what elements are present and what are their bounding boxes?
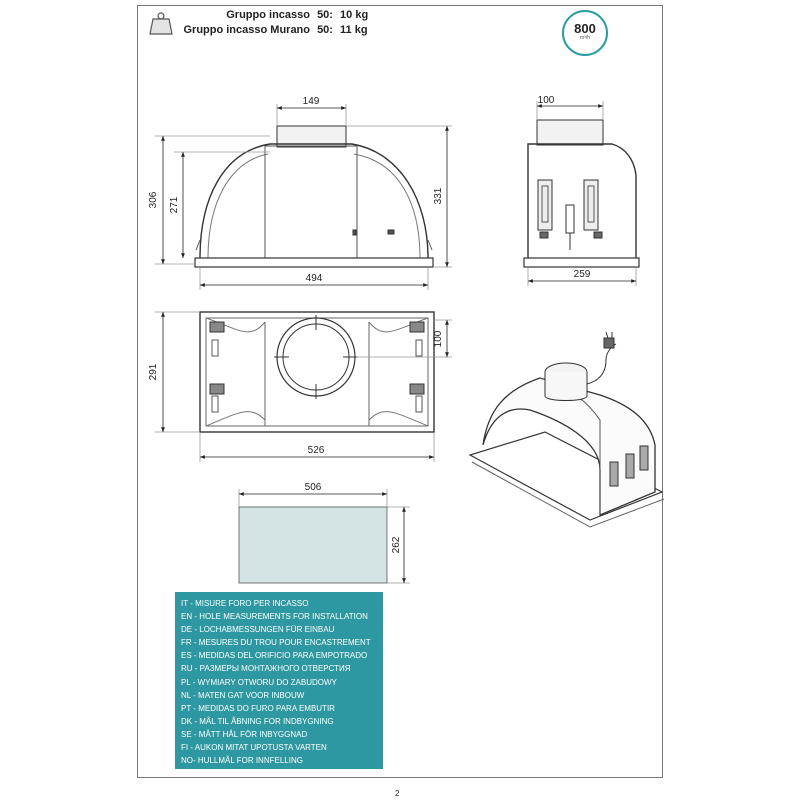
page-number: 2 <box>395 789 400 798</box>
side-outlet <box>537 120 603 145</box>
legend-item: NL - MATEN GAT VOOR INBOUW <box>181 690 305 700</box>
dim-side-outlet-depth: 100 <box>537 95 555 106</box>
side-view <box>524 120 639 267</box>
cutout-legend <box>175 592 383 769</box>
airflow-value: 800 <box>574 21 596 36</box>
front-body-outline <box>200 144 428 258</box>
front-view <box>195 126 433 267</box>
dim-front-outlet-width: 149 <box>302 96 320 107</box>
dim-front-height-outer: 306 <box>148 191 159 209</box>
dim-side-depth: 259 <box>573 269 591 280</box>
weight-icon <box>150 13 172 34</box>
legend-item: DK - MÅL TIL ÅBNING FOR INDBYGNING <box>181 716 334 726</box>
airflow-unit: m³/h <box>580 35 590 41</box>
dim-front-height-total: 331 <box>433 187 444 205</box>
weight-line-1-name: Gruppo incasso <box>226 9 310 21</box>
weight-line-1 <box>180 9 368 21</box>
legend-item: FR - MESURES DU TROU POUR ENCASTREMENT <box>181 638 371 648</box>
dim-top-depth: 291 <box>148 363 159 381</box>
weight-line-2-weight: 11 kg <box>340 24 368 36</box>
isometric-view <box>470 332 664 527</box>
legend-item: PT - MEDIDAS DO FURO PARA EMBUTIR <box>181 703 335 713</box>
airflow-badge <box>562 10 608 56</box>
legend-item: DE - LOCHABMESSUNGEN FÜR EINBAU <box>181 625 335 635</box>
legend-item: IT - MISURE FORO PER INCASSO <box>181 599 309 608</box>
power-cable-icon <box>587 344 616 384</box>
dim-cutout-height: 262 <box>391 536 402 554</box>
legend-item: ES - MEDIDAS DEL ORIFICIO PARA EMPOTRADO <box>181 651 368 661</box>
legend-item: SE - MÅTT HÅL FÖR INBYGGNAD <box>181 729 308 739</box>
legend-item: FI - AUKON MITAT UPOTUSTA VARTEN <box>181 743 327 753</box>
dim-cutout-width: 506 <box>304 482 322 493</box>
weight-line-2 <box>180 24 368 36</box>
weight-line-1-weight: 10 kg <box>340 9 369 21</box>
dim-front-height-inner: 271 <box>169 196 180 214</box>
top-view-dimension-labels <box>148 330 444 456</box>
weight-line-2-name: Gruppo incasso Murano <box>183 24 310 36</box>
front-view-dimension-labels <box>148 96 444 284</box>
cutout-rectangle <box>239 507 387 583</box>
legend-item: NO- HULLMÅL FOR INNFELLING <box>181 756 303 766</box>
top-view <box>200 312 434 432</box>
dim-front-width: 494 <box>305 273 323 284</box>
dim-top-width: 526 <box>307 445 325 456</box>
weight-line-1-model: 50: <box>317 9 333 21</box>
legend-item: EN - HOLE MEASUREMENTS FOR INSTALLATION <box>181 612 368 622</box>
weight-line-2-model: 50: <box>317 24 333 36</box>
legend-item: PL - WYMIARY OTWORU DO ZABUDOWY <box>181 677 337 687</box>
dim-top-outlet-offset: 100 <box>433 330 444 348</box>
legend-item: RU - РАЗМЕРЫ МОНТАЖНОГО ОТВЕРСТИЯ <box>181 664 351 674</box>
